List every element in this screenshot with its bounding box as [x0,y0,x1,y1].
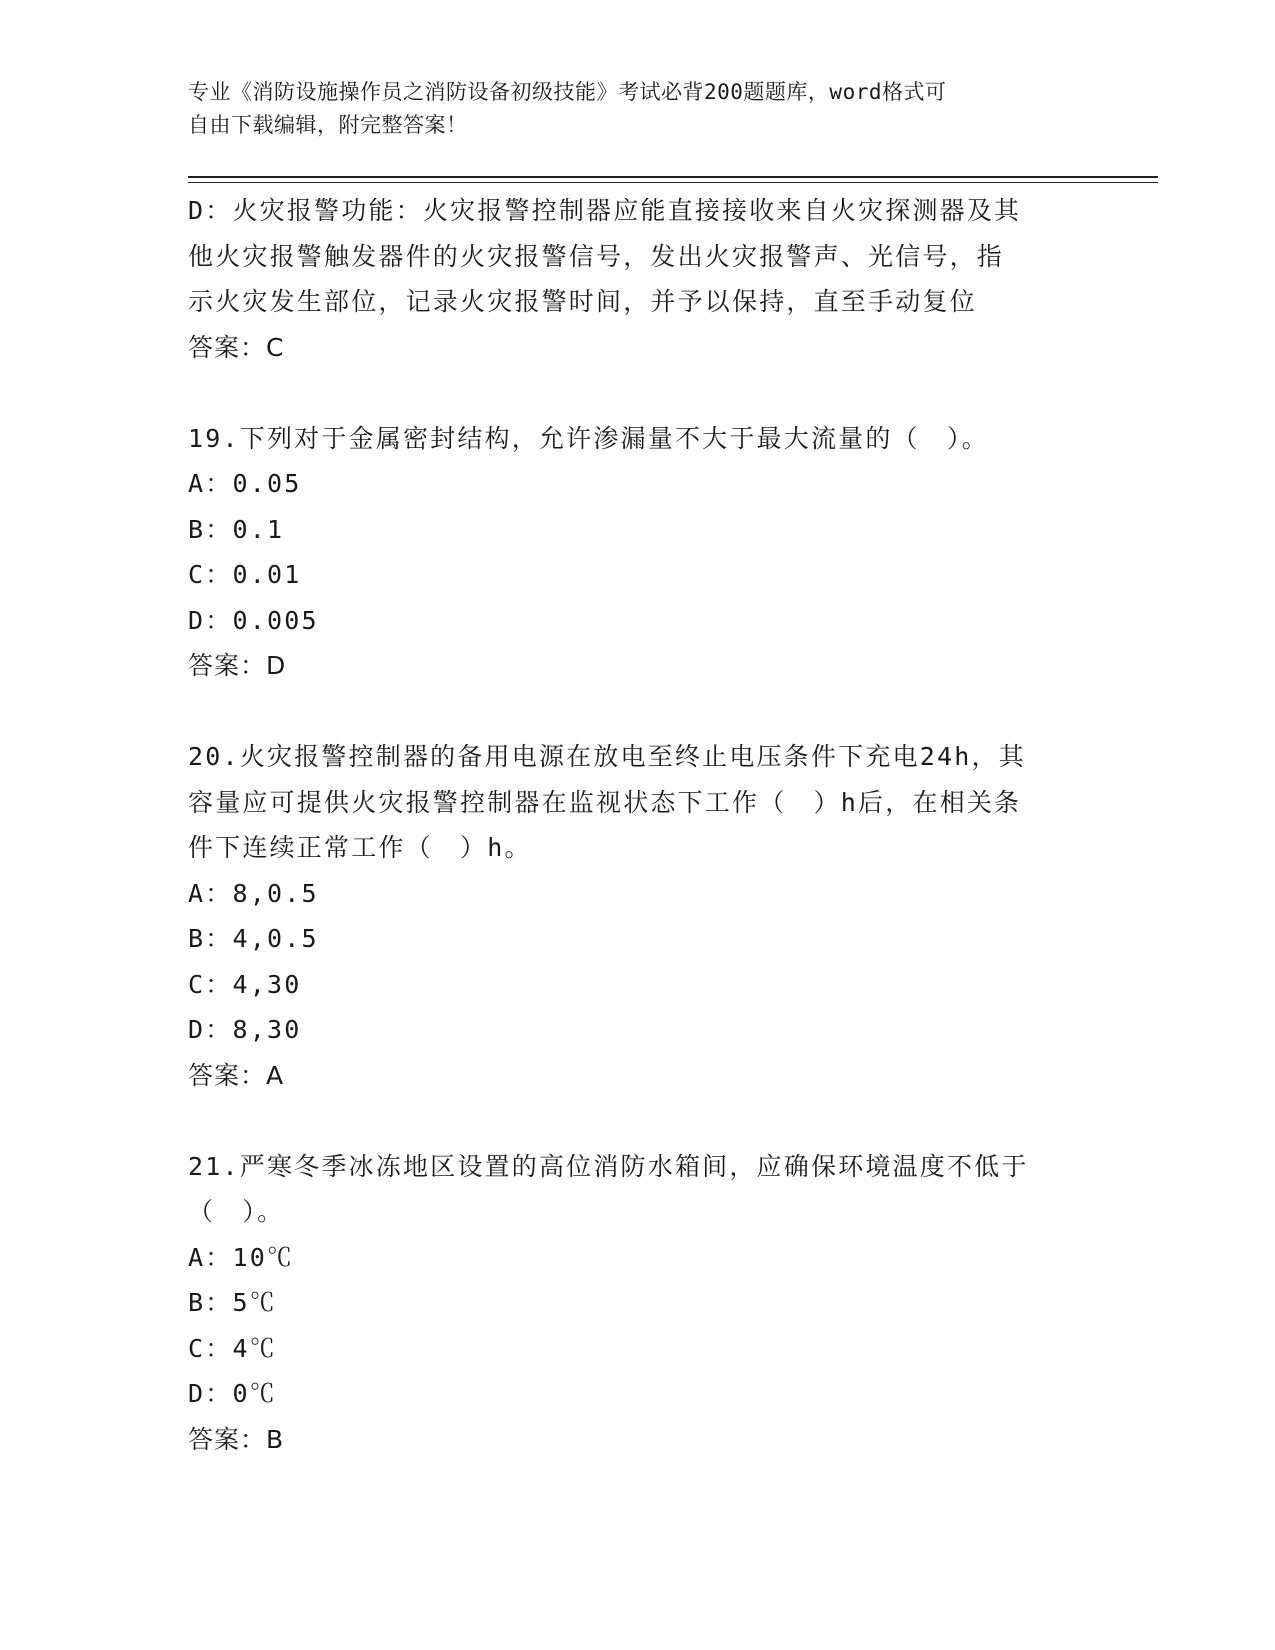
option-a: A：8,0.5 [188,878,319,908]
answer-line: 答案：A [188,1060,285,1090]
option-d: D：0.005 [188,605,319,635]
spacer [188,1098,1088,1144]
header-line-2: 自由下载编辑，附完整答案！ [188,113,468,137]
answer-line: 答案：C [188,332,285,362]
document-header [188,76,1068,142]
option-c: C：0.01 [188,560,302,589]
option-b: B：5℃ [188,1288,277,1317]
question-stem: 件下连续正常工作（ ）h。 [188,833,532,862]
question-stem: 容量应可提供火灾报警控制器在监视状态下工作（ ）h后，在相关条 [188,787,1022,817]
question-stem: 19.下列对于金属密封结构，允许渗漏量不大于最大流量的（ ）。 [188,423,989,453]
header-divider-thick [188,176,1158,178]
header-divider-thin [188,182,1158,183]
previous-question-tail [188,188,1088,370]
option-d-line: D：火灾报警功能：火灾报警控制器应能直接接收来自火灾探测器及其 [188,196,1022,225]
option-d: D：0℃ [188,1379,277,1408]
header-line-1: 专业《消防设施操作员之消防设备初级技能》考试必背200题题库，word格式可 [188,80,947,104]
spacer [188,689,1088,735]
option-b: B：0.1 [188,514,285,544]
option-c: C：4,30 [188,969,302,999]
answer-line: 答案：D [188,651,287,680]
option-a: A：10℃ [188,1242,295,1272]
option-a: A：0.05 [188,469,302,498]
question-20 [188,734,1088,1098]
question-stem: （ ）。 [188,1197,285,1226]
option-d-line: 他火灾报警触发器件的火灾报警信号，发出火灾报警声、光信号，指 [188,241,1005,271]
option-d-line: 示火灾发生部位，记录火灾报警时间，并予以保持，直至手动复位 [188,287,977,316]
question-stem: 20.火灾报警控制器的备用电源在放电至终止电压条件下充电24h，其 [188,742,1026,771]
question-19 [188,416,1088,689]
answer-line: 答案：B [188,1424,285,1454]
question-content [188,188,1088,1462]
question-21 [188,1144,1088,1463]
option-b: B：4,0.5 [188,924,319,953]
question-stem: 21.严寒冬季冰冻地区设置的高位消防水箱间，应确保环境温度不低于 [188,1151,1029,1181]
option-c: C：4℃ [188,1333,277,1363]
option-d: D：8,30 [188,1015,302,1044]
spacer [188,370,1088,416]
